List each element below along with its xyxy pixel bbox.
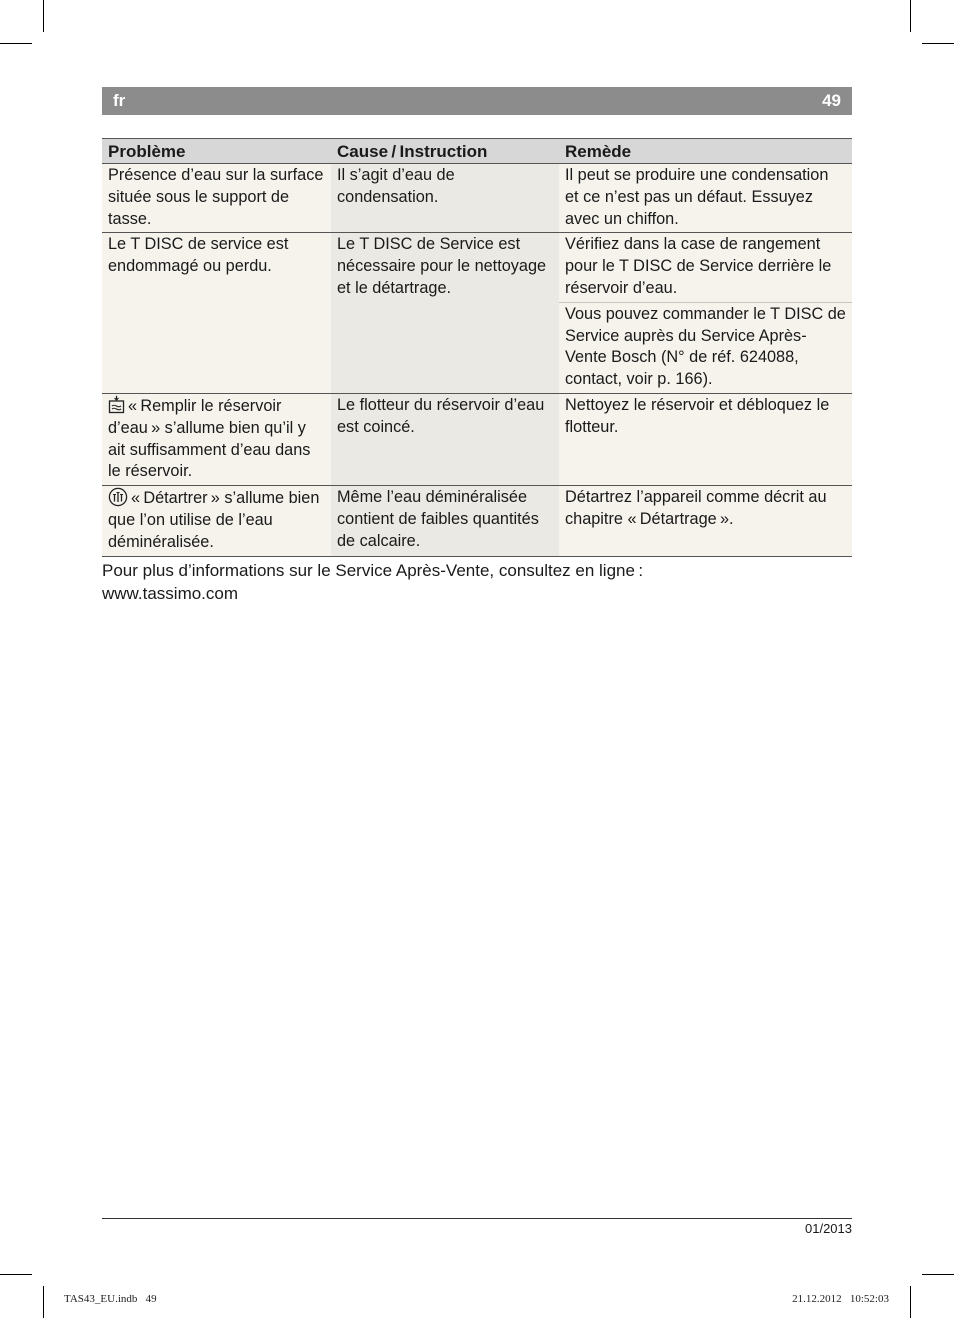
column-header-problem: Problème: [102, 139, 331, 164]
table-row: [102, 164, 852, 233]
print-slug-file: TAS43_EU.indb 49: [64, 1293, 157, 1305]
column-header-cause: Cause / Instruction: [331, 139, 559, 164]
crop-mark: [0, 43, 32, 44]
table-row: [102, 393, 852, 485]
crop-mark: [922, 1274, 954, 1275]
remedy-cell: Il peut se produire une condensation et ce n’est pas un défaut. Essuyez avec un chiffon.: [559, 164, 852, 233]
crop-mark: [43, 1286, 44, 1318]
descale-icon: [108, 487, 128, 507]
problem-text: « Remplir le réservoir d’eau » s’allume bien qu’il y ait suffisamment d’eau dans le réservoir.: [108, 396, 311, 481]
page-header: [102, 87, 852, 115]
footer-divider: [102, 1218, 852, 1219]
crop-mark: [922, 43, 954, 44]
crop-mark: [0, 1274, 32, 1275]
problem-text: « Détartrer » s’allume bien que l’on utilise de l’eau déminéralisée.: [108, 489, 320, 551]
language-code: fr: [113, 91, 126, 110]
remedy-cell: Vous pouvez commander le T DISC de Service auprès du Service Après-Vente Bosch (N° de réf. 624088, contact, voir p. 166).: [559, 302, 852, 393]
service-note: [102, 559, 852, 605]
crop-mark: [910, 1286, 911, 1318]
problem-cell: [102, 486, 331, 556]
table-header-row: [102, 139, 852, 164]
remedy-cell: Vérifiez dans la case de rangement pour le T DISC de Service derrière le réservoir d’eau.: [559, 233, 852, 302]
cause-cell: Le T DISC de Service est nécessaire pour le nettoyage et le détartrage.: [331, 233, 559, 394]
service-website: www.tassimo.com: [102, 584, 239, 603]
remedy-cell: Détartrez l’appareil comme décrit au chapitre « Détartrage ».: [559, 486, 852, 556]
problem-cell: [102, 393, 331, 485]
problem-cell: Présence d’eau sur la surface située sous le support de tasse.: [102, 164, 331, 233]
cause-cell: Il s’agit d’eau de condensation.: [331, 164, 559, 233]
footer-date: 01/2013: [805, 1221, 852, 1236]
crop-mark: [910, 0, 911, 32]
cause-cell: Le flotteur du réservoir d’eau est coincé.: [331, 393, 559, 485]
table-row: [102, 486, 852, 556]
cause-cell: Même l’eau déminéralisée contient de faibles quantités de calcaire.: [331, 486, 559, 556]
problem-cell: Le T DISC de service est endommagé ou perdu.: [102, 233, 331, 394]
page-number: 49: [822, 91, 841, 110]
service-note-text: Pour plus d’informations sur le Service Après-Vente, consultez en ligne :: [102, 561, 644, 580]
table-row: [102, 233, 852, 302]
crop-mark: [43, 0, 44, 32]
troubleshooting-table: [102, 138, 852, 557]
print-slug-timestamp: 21.12.2012 10:52:03: [792, 1293, 889, 1305]
column-header-remedy: Remède: [559, 139, 852, 164]
remedy-cell: Nettoyez le réservoir et débloquez le flotteur.: [559, 393, 852, 485]
water-tank-icon: [108, 395, 125, 414]
